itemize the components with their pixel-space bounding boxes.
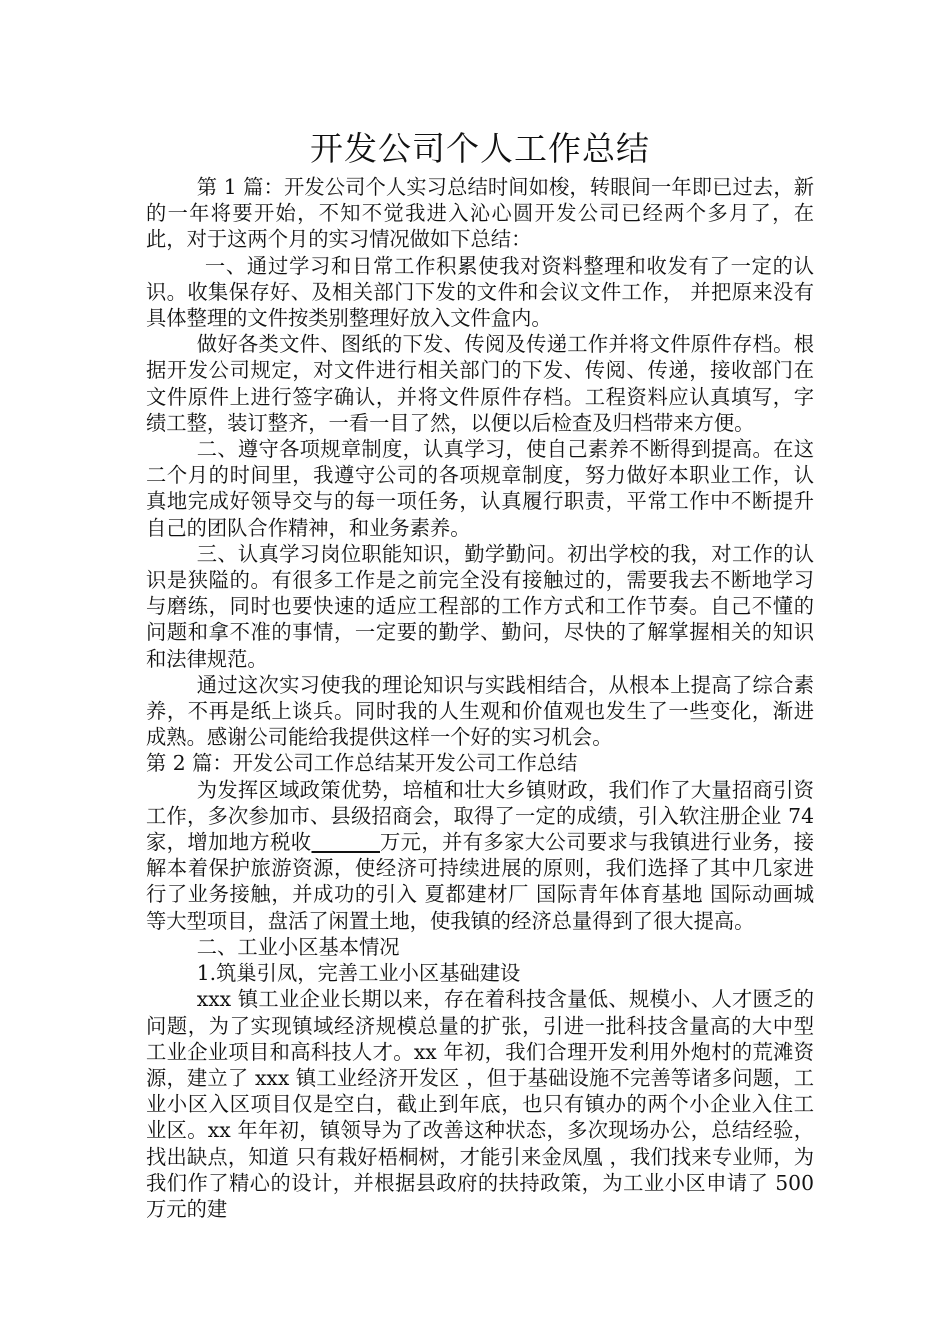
paragraph-8-before: 为发挥区域政策优势，培植和壮大乡镇财政，我们作了大量招商引资工作，多次参加市、县级招商会，取得了一定的成绩，引入软注册企业 74 家，增加地方税收 xyxy=(146,777,814,855)
section-2-heading: 第 2 篇：开发公司工作总结某开发公司工作总结 xyxy=(146,751,578,776)
tax-amount-blank xyxy=(311,830,380,854)
paragraph-5: 三、认真学习岗位职能知识，勤学勤问。初出学校的我，对工作的认识是狭隘的。有很多工作是之前完全没有接触过的，需要我去不断地学习与磨练，同时也要快速的适应工程部的工作方式和工作节奏。自己不懂的问题和拿不准的事情，一定要的勤学、勤问，尽快的了解掌握相关的知识和法律规范。 xyxy=(146,541,814,671)
paragraph-8-after: 万元，并有多家大公司要求与我镇进行业务，接解本着保护旅游资源，使经济可持续进展的原则，我们选择了其中几家进行了业务接触，并成功的引入 夏都建材厂 国际青年体育基地 国际动画城 等大型项目，盘活了闲置土地，使我镇的经济总量得到了很大提高。 xyxy=(146,830,814,933)
document-body xyxy=(146,174,814,1222)
subheading-industrial-zone: 二、工业小区基本情况 xyxy=(196,934,400,959)
paragraph-1: 第 1 篇：开发公司个人实习总结时间如梭，转眼间一年即已过去，新的一年将要开始，不知不觉我进入沁心圆开发公司已经两个多月了，在此，对于这两个月的实习情况做如下总结： xyxy=(146,175,814,252)
paragraph-6: 通过这次实习使我的理论知识与实践相结合，从根本上提高了综合素养，不再是纸上谈兵。同时我的人生观和价值观也发生了一些变化，渐进成熟。感谢公司能给我提供这样一个好的实习机会。 xyxy=(146,672,814,750)
paragraph-8 xyxy=(146,777,814,934)
paragraph-2: 一、通过学习和日常工作积累使我对资料整理和收发有了一定的认识。收集保存好、及相关部门下发的文件和会议文件工作， 并把原来没有具体整理的文件按类别整理好放入文件盒内。 xyxy=(146,253,814,331)
document-page xyxy=(146,126,814,1222)
paragraph-3: 做好各类文件、图纸的下发、传阅及传递工作并将文件原件存档。根据开发公司规定，对文件进行相关部门的下发、传阅、传递，接收部门在文件原件上进行签字确认，并将文件原件存档。工程资料应认真填写，字绩工整，装订整齐，一看一目了然，以便以后检查及归档带来方便。 xyxy=(146,332,814,435)
paragraph-11: xxx 镇工业企业长期以来，存在着科技含量低、规模小、人才匮乏的问题，为了实现镇域经济规模总量的扩张，引进一批科技含量高的大中型工业企业项目和高科技人才。xx 年初，我们合理开发利用外炮村的荒滩资源，建立了 xxx 镇工业经济开发区 ，但于基础设施不完善等诸多问题，工业小区入区项目仅是空白，截止到年底，也只有镇办的两个小企业入住工业区。xx 年年初，镇领导为了改善这种状态，多次现场办公，总结经验，找出缺点，知道 只有栽好梧桐树，才能引来金凤凰 ，我们找来专业师，为我们作了精心的设计，并根据县政府的扶持政策，为工业小区申请了 500 万元的建 xyxy=(146,987,814,1221)
paragraph-4: 二、遵守各项规章制度，认真学习，使自己素养不断得到提高。在这二个月的时间里，我遵守公司的各项规章制度，努力做好本职业工作，认真地完成好领导交与的每一项任务，认真履行职责，平常工作中不断提升自己的团队合作精神，和业务素养。 xyxy=(146,437,814,540)
subheading-infrastructure: 1.筑巢引凤，完善工业小区基础建设 xyxy=(196,961,521,986)
document-title: 开发公司个人工作总结 xyxy=(310,129,650,168)
